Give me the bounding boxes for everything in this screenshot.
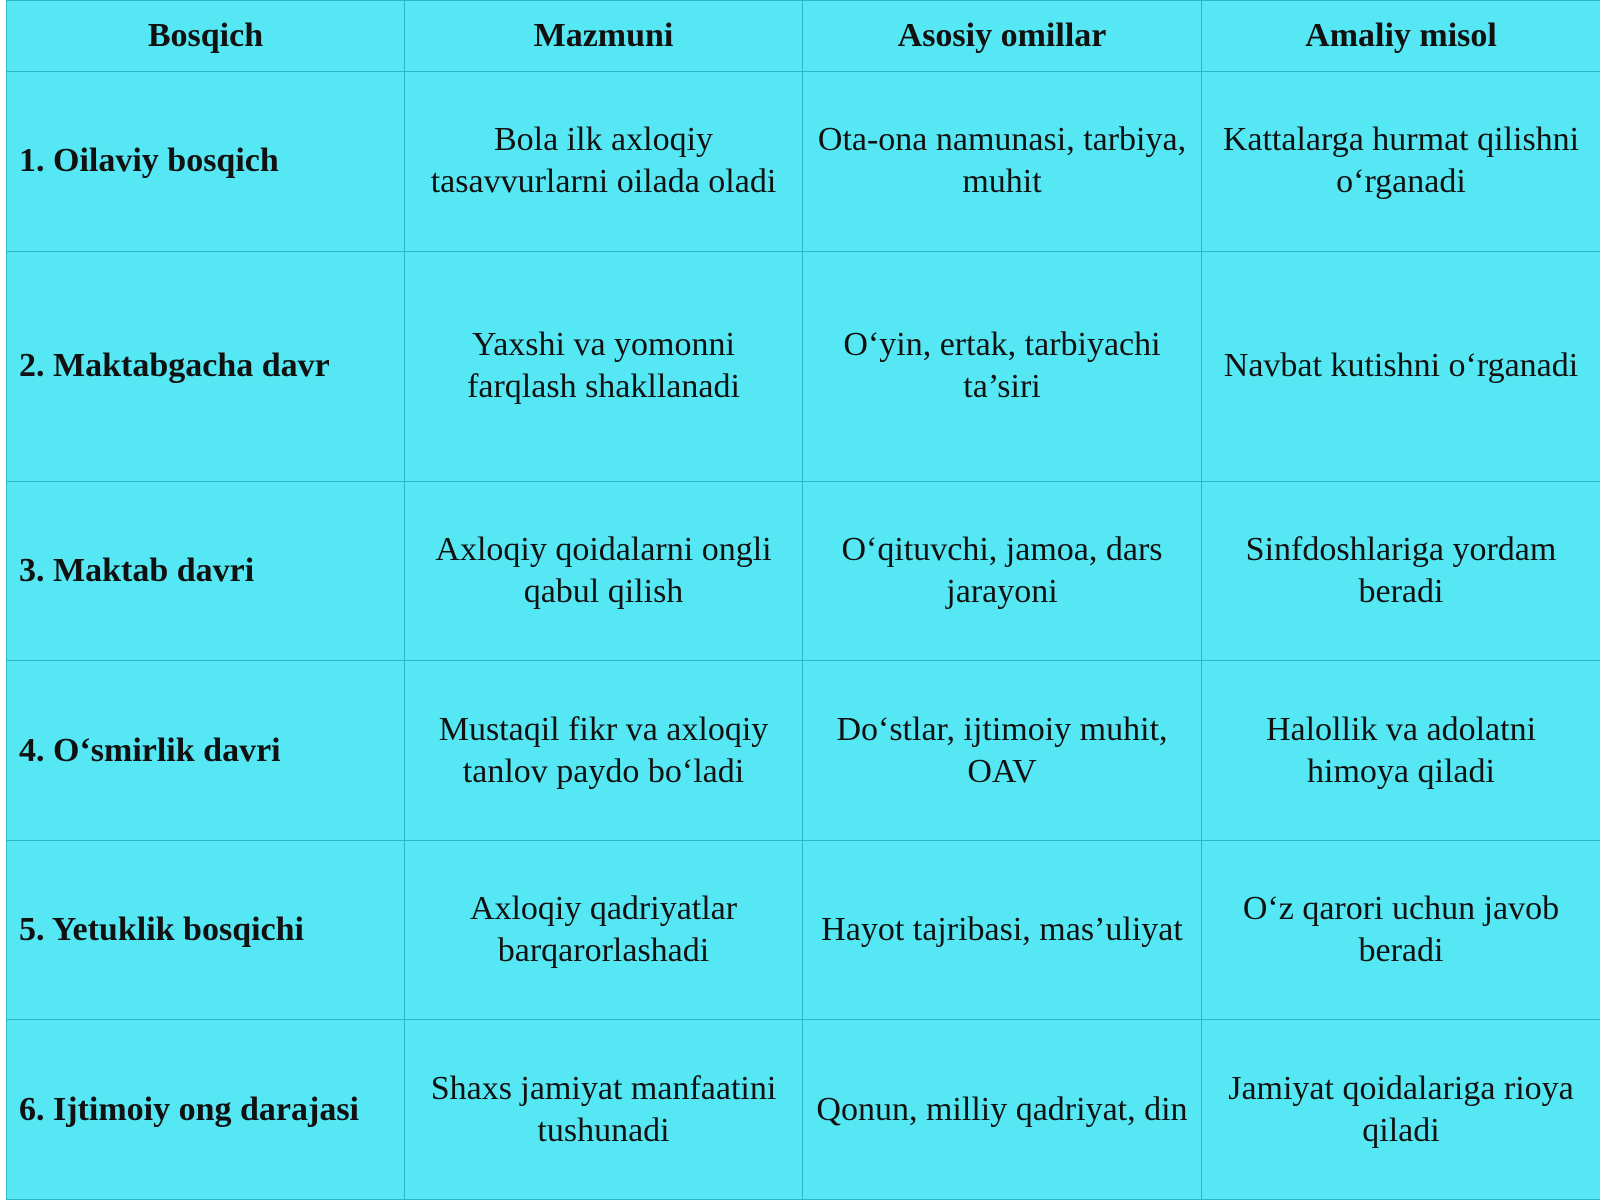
table-row [7, 72, 1600, 252]
content-cell: Axloqiy qadriyatlar barqarorlashadi [405, 840, 803, 1020]
stage-cell: 3. Maktab davri [7, 481, 405, 661]
stages-table [6, 0, 1600, 1200]
table-row [7, 840, 1600, 1020]
content-cell: Axloqiy qoidalarni ongli qabul qilish [405, 481, 803, 661]
stage-cell: 1. Oilaviy bosqich [7, 72, 405, 252]
table-row [7, 661, 1600, 841]
table-row [7, 1020, 1600, 1200]
header-stage: Bosqich [7, 1, 405, 72]
header-content: Mazmuni [405, 1, 803, 72]
example-cell: Kattalarga hurmat qilishni o‘rganadi [1202, 72, 1600, 252]
factors-cell: Ota-ona namunasi, tarbiya, muhit [803, 72, 1202, 252]
content-cell: Mustaqil fikr va axloqiy tanlov paydo bo‘ladi [405, 661, 803, 841]
stage-cell: 2. Maktabgacha davr [7, 251, 405, 481]
table-header-row [7, 1, 1600, 72]
factors-cell: O‘qituvchi, jamoa, dars jarayoni [803, 481, 1202, 661]
factors-cell: O‘yin, ertak, tarbiyachi ta’siri [803, 251, 1202, 481]
table-container [6, 0, 1600, 1200]
header-factors: Asosiy omillar [803, 1, 1202, 72]
table-row [7, 251, 1600, 481]
factors-cell: Hayot tajribasi, mas’uliyat [803, 840, 1202, 1020]
example-cell: O‘z qarori uchun javob beradi [1202, 840, 1600, 1020]
content-cell: Bola ilk axloqiy tasavvurlarni oilada oladi [405, 72, 803, 252]
factors-cell: Do‘stlar, ijtimoiy muhit, OAV [803, 661, 1202, 841]
example-cell: Halollik va adolatni himoya qiladi [1202, 661, 1600, 841]
stage-cell: 5. Yetuklik bosqichi [7, 840, 405, 1020]
content-cell: Shaxs jamiyat manfaatini tushunadi [405, 1020, 803, 1200]
factors-cell: Qonun, milliy qadriyat, din [803, 1020, 1202, 1200]
example-cell: Navbat kutishni o‘rganadi [1202, 251, 1600, 481]
header-example: Amaliy misol [1202, 1, 1600, 72]
stage-cell: 6. Ijtimoiy ong darajasi [7, 1020, 405, 1200]
content-cell: Yaxshi va yomonni farqlash shakllanadi [405, 251, 803, 481]
table-row [7, 481, 1600, 661]
example-cell: Jamiyat qoidalariga rioya qiladi [1202, 1020, 1600, 1200]
stage-cell: 4. O‘smirlik davri [7, 661, 405, 841]
example-cell: Sinfdoshlariga yordam beradi [1202, 481, 1600, 661]
